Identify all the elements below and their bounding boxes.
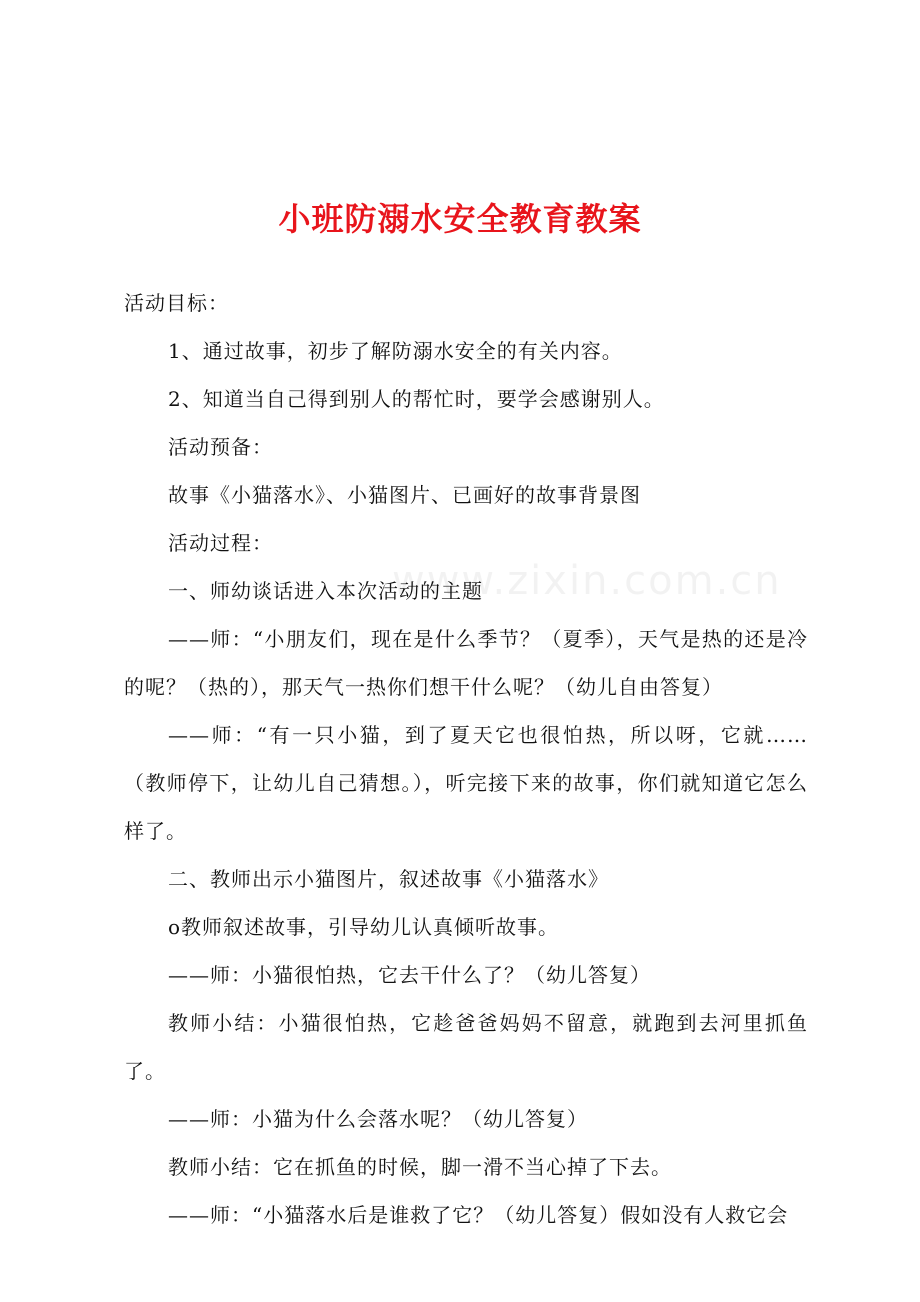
paragraph: 一、师幼谈话进入本次活动的主题 — [168, 579, 483, 603]
paragraph: 教师小结：小猫很怕热，它趁爸爸妈妈不留意，就跑到去河里抓鱼了。 — [124, 1011, 808, 1083]
paragraph: 2、知道当自己得到别人的帮忙时，要学会感谢别人。 — [168, 387, 665, 411]
paragraph: 活动过程： — [168, 531, 273, 555]
watermark: www.zixin.com.cn — [392, 558, 782, 604]
paragraph: ——师：“小猫落水后是谁救了它？（幼儿答复）假如没有人救它会 — [168, 1203, 789, 1227]
paragraph: 故事《小猫落水》、小猫图片、已画好的故事背景图 — [168, 483, 641, 507]
paragraph: ——师：小猫为什么会落水呢？（幼儿答复） — [168, 1107, 588, 1131]
paragraph: 教师小结：它在抓鱼的时候，脚一滑不当心掉了下去。 — [168, 1155, 672, 1179]
document-body — [124, 279, 808, 1239]
paragraph: ——师：“有一只小猫，到了夏天它也很怕热，所以呀，它就……（教师停下，让幼儿自己猜想。），听完接下来的故事，你们就知道它怎么样了。 — [124, 723, 808, 843]
document-title: 小班防溺水安全教育教案 — [278, 200, 642, 238]
paragraph: ——师：“小朋友们，现在是什么季节？（夏季），天气是热的还是冷的呢？（热的），那天气一热你们想干什么呢？（幼儿自由答复） — [124, 627, 808, 699]
paragraph: 活动预备： — [168, 435, 273, 459]
paragraph: 二、教师出示小猫图片，叙述故事《小猫落水》 — [168, 867, 609, 891]
paragraph: o教师叙述故事，引导幼儿认真倾听故事。 — [168, 915, 560, 939]
paragraph: ——师：小猫很怕热，它去干什么了？（幼儿答复） — [168, 963, 651, 987]
paragraph: 1、通过故事，初步了解防溺水安全的有关内容。 — [168, 339, 623, 363]
paragraph: 活动目标： — [124, 291, 229, 315]
